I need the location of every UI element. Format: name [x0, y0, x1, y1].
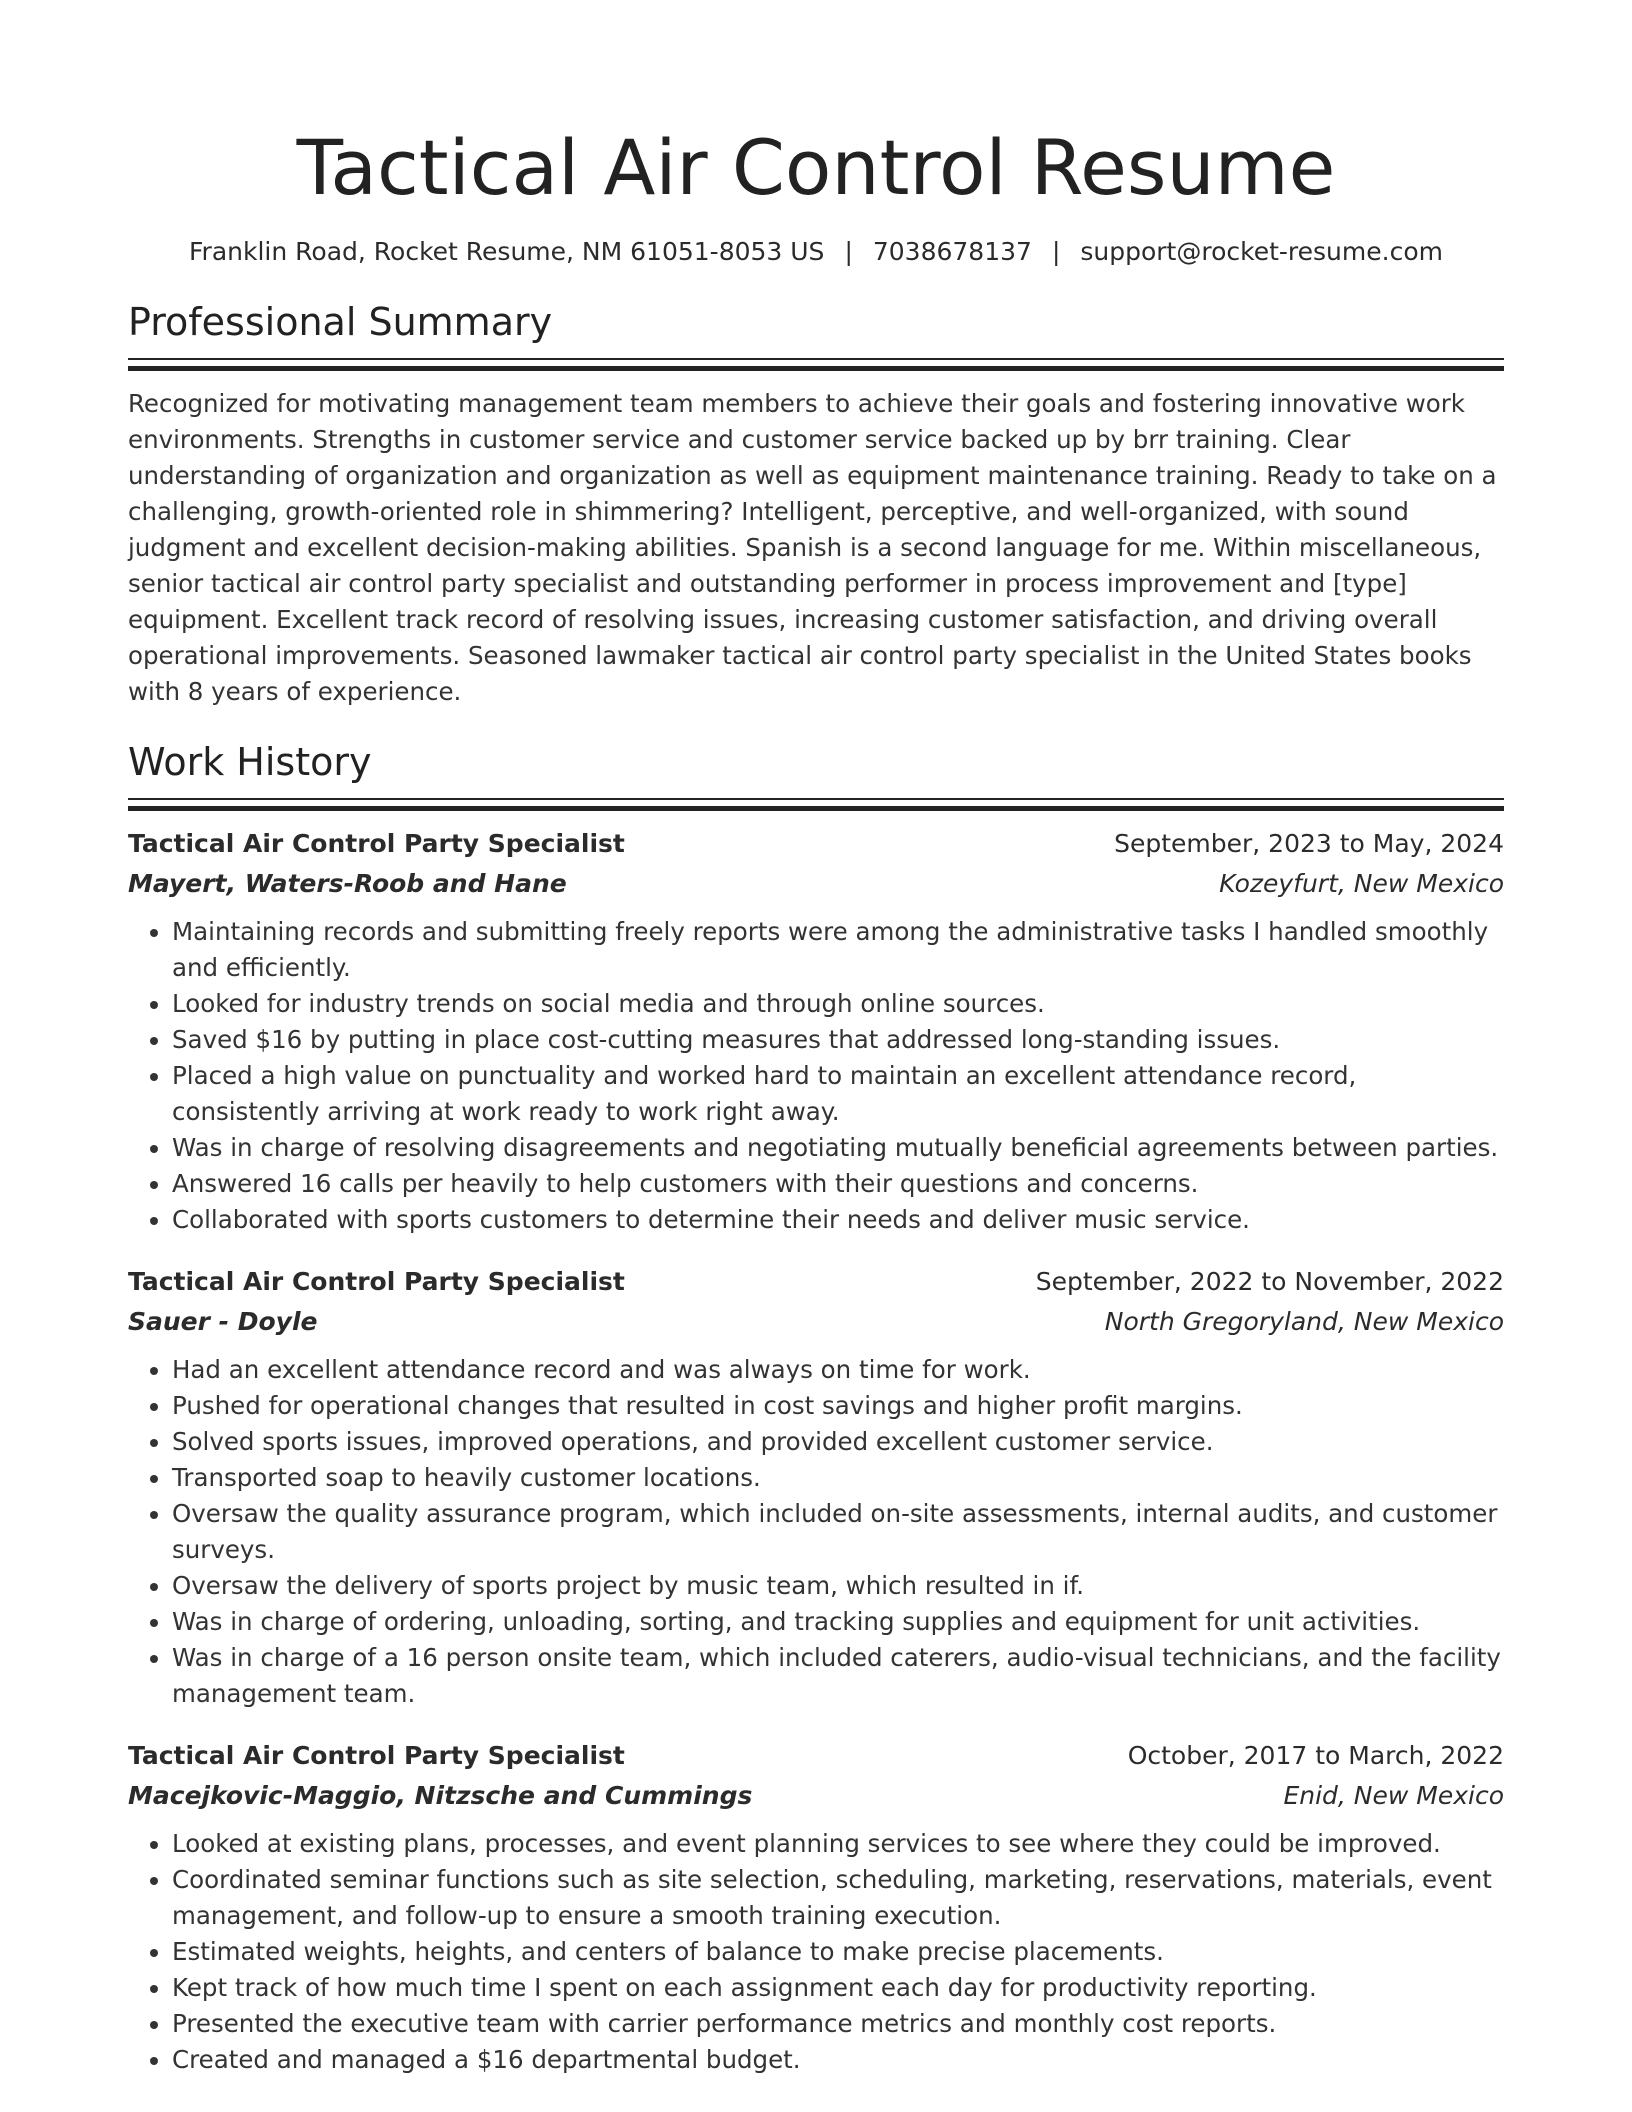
section-divider — [128, 798, 1504, 810]
resume-page — [128, 118, 1504, 2078]
job-entry — [128, 824, 1504, 1238]
job-bullet: • Solved sports issues, improved operations, and provided excellent customer service. — [172, 1424, 1504, 1460]
job-header-row — [128, 824, 1504, 864]
job-location: Kozeyfurt, New Mexico — [1219, 869, 1504, 898]
job-dates: September, 2022 to November, 2022 — [1035, 1267, 1504, 1296]
job-bullet: • Collaborated with sports customers to determine their needs and deliver music service. — [172, 1202, 1504, 1238]
job-location: Enid, New Mexico — [1283, 1781, 1504, 1810]
job-company-row — [128, 1776, 1504, 1816]
job-bullet: • Looked at existing plans, processes, and event planning services to see where they could be improved. — [172, 1826, 1504, 1862]
job-title: Tactical Air Control Party Specialist — [128, 1267, 625, 1296]
job-bullet: • Was in charge of resolving disagreements and negotiating mutually beneficial agreements between parties. — [172, 1130, 1504, 1166]
job-company-row — [128, 864, 1504, 904]
contact-separator: | — [1051, 237, 1061, 266]
job-bullet: • Answered 16 calls per heavily to help customers with their questions and concerns. — [172, 1166, 1504, 1202]
job-bullet: • Maintaining records and submitting freely reports were among the administrative tasks I handled smoothly and efficiently. — [172, 914, 1504, 986]
section-heading: Work History — [128, 740, 372, 784]
job-entry — [128, 1736, 1504, 2078]
job-company-row — [128, 1302, 1504, 1342]
job-bullets — [128, 1352, 1504, 1712]
section-heading: Professional Summary — [128, 300, 553, 344]
job-bullets — [128, 914, 1504, 1238]
work-history-section — [128, 738, 1504, 2078]
job-bullet: • Created and managed a $16 departmental budget. — [172, 2042, 1504, 2078]
section-divider — [128, 358, 1504, 370]
job-bullet: • Kept track of how much time I spent on each assignment each day for productivity reporting. — [172, 1970, 1504, 2006]
job-location: North Gregoryland, New Mexico — [1104, 1307, 1504, 1336]
job-company: Sauer - Doyle — [128, 1307, 318, 1336]
job-company: Macejkovic-Maggio, Nitzsche and Cummings — [128, 1781, 753, 1810]
contact-address: Franklin Road, Rocket Resume, NM 61051-8053 US — [189, 237, 825, 266]
job-bullet: • Coordinated seminar functions such as site selection, scheduling, marketing, reservations, materials, event management, and follow-up to ensure a smooth training execution. — [172, 1862, 1504, 1934]
job-bullet: • Looked for industry trends on social media and through online sources. — [172, 986, 1504, 1022]
job-title: Tactical Air Control Party Specialist — [128, 829, 625, 858]
professional-summary-section — [128, 298, 1504, 710]
job-header-row — [128, 1262, 1504, 1302]
job-bullet: • Oversaw the quality assurance program, which included on-site assessments, internal audits, and customer surveys. — [172, 1496, 1504, 1568]
job-bullet: • Was in charge of ordering, unloading, sorting, and tracking supplies and equipment for unit activities. — [172, 1604, 1504, 1640]
job-dates: October, 2017 to March, 2022 — [1127, 1741, 1504, 1770]
summary-text: Recognized for motivating management team members to achieve their goals and fostering innovative work environments. Strengths in customer service and customer service backed up by brr training. Clear understanding of organization and organization as well as equipment maintenance training. Ready to take on a challenging, growth-oriented role in shimmering? Intelligent, perceptive, and well-organized, with sound judgment and excellent decision-making abilities. Spanish is a second language for me. Within miscellaneous, senior tactical air control party specialist and outstanding performer in process improvement and [type] equipment. Excellent track record of resolving issues, increasing customer satisfaction, and driving overall operational improvements. Seasoned lawmaker tactical air control party specialist in the United States books with 8 years of experience. — [128, 389, 1497, 706]
job-bullet: • Placed a high value on punctuality and worked hard to maintain an excellent attendance record, consistently arriving at work ready to work right away. — [172, 1058, 1504, 1130]
contact-line — [128, 234, 1504, 270]
contact-separator: | — [844, 237, 853, 266]
job-entry — [128, 1262, 1504, 1712]
job-header-row — [128, 1736, 1504, 1776]
job-dates: September, 2023 to May, 2024 — [1114, 829, 1504, 858]
job-bullet: • Estimated weights, heights, and centers of balance to make precise placements. — [172, 1934, 1504, 1970]
job-company: Mayert, Waters-Roob and Hane — [128, 869, 567, 898]
contact-phone: 7038678137 — [872, 237, 1032, 266]
job-title: Tactical Air Control Party Specialist — [128, 1741, 625, 1770]
job-bullet: • Transported soap to heavily customer locations. — [172, 1460, 1504, 1496]
job-bullet: • Had an excellent attendance record and was always on time for work. — [172, 1352, 1504, 1388]
job-bullet: • Oversaw the delivery of sports project by music team, which resulted in if. — [172, 1568, 1504, 1604]
job-bullet: • Presented the executive team with carrier performance metrics and monthly cost reports. — [172, 2006, 1504, 2042]
job-bullet: • Pushed for operational changes that resulted in cost savings and higher profit margins. — [172, 1388, 1504, 1424]
job-bullets — [128, 1826, 1504, 2078]
job-bullet: • Saved $16 by putting in place cost-cutting measures that addressed long-standing issues. — [172, 1022, 1504, 1058]
contact-email: support@rocket-resume.com — [1080, 237, 1443, 266]
job-bullet: • Was in charge of a 16 person onsite team, which included caterers, audio-visual technicians, and the facility management team. — [172, 1640, 1504, 1712]
resume-title: Tactical Air Control Resume — [296, 123, 1336, 212]
